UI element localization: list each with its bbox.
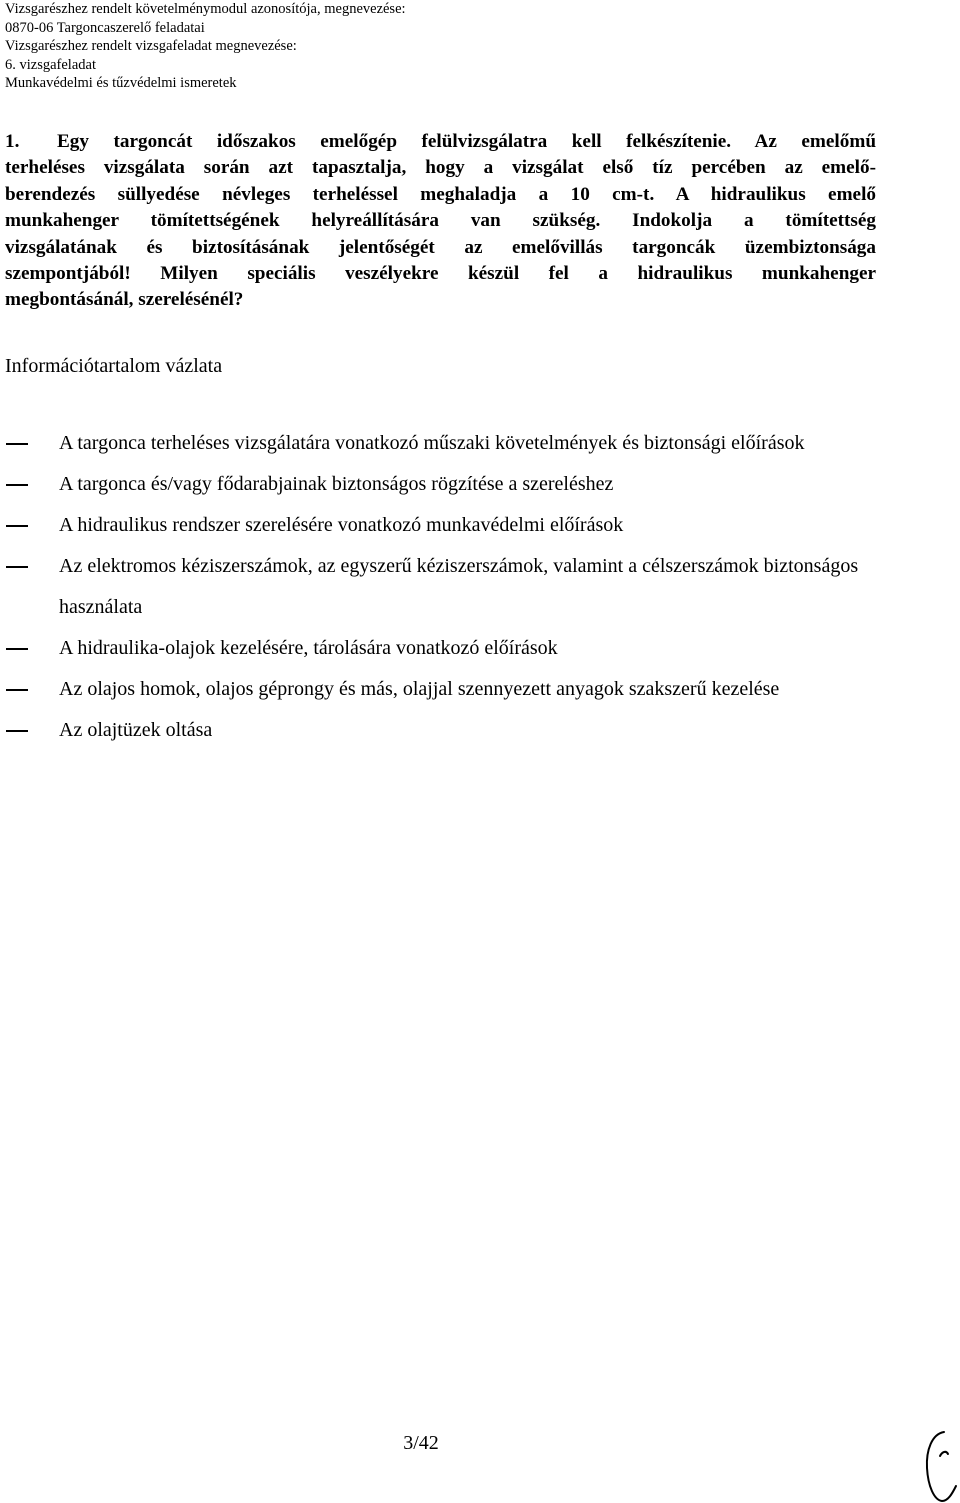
list-item <box>0 505 960 546</box>
header-line: Munkavédelmi és tűzvédelmi ismeretek <box>5 75 237 92</box>
header-line: 6. vizsgafeladat <box>5 56 96 73</box>
task-question <box>5 129 876 314</box>
question-line: terheléses vizsgálata során azt tapasztalja, hogy a vizsgálat első tíz percében az emelő- <box>5 157 876 179</box>
list-item <box>0 669 960 710</box>
list-item-text: A hidraulika-olajok kezelésére, tárolására vonatkozó előírások <box>59 637 558 659</box>
list-item <box>0 464 960 505</box>
dash-bullet-icon <box>6 443 28 445</box>
list-item-text: A targonca és/vagy fődarabjainak biztonságos rögzítése a szereléshez <box>59 473 614 495</box>
list-item <box>0 628 960 669</box>
question-line: berendezés süllyedése névleges terheléssel meghaladja a 10 cm-t. A hidraulikus emelő <box>5 183 876 205</box>
list-item <box>0 423 960 464</box>
question-text: Egy targoncát időszakos emelőgép felülvizsgálatra kell felkészítenie. Az emelőmű <box>57 131 876 152</box>
list-item <box>0 546 960 628</box>
header-line: 0870-06 Targoncaszerelő feladatai <box>5 19 205 36</box>
info-outline-list <box>0 423 960 751</box>
dash-bullet-icon <box>6 730 28 732</box>
page-number: 3/42 <box>403 1432 439 1454</box>
dash-bullet-icon <box>6 566 28 568</box>
header-line: Vizsgarészhez rendelt vizsgafeladat megnevezése: <box>5 38 297 55</box>
question-line: szempontjából! Milyen speciális veszélyekre készül fel a hidraulikus munkahenger <box>5 262 876 284</box>
list-item-text: Az olajtüzek oltása <box>59 719 213 741</box>
question-line: vizsgálatának és biztosításának jelentőségét az emelővillás targoncák üzembiztonsága <box>5 236 876 258</box>
header-line: Vizsgarészhez rendelt követelménymodul azonosítója, megnevezése: <box>5 1 406 17</box>
dash-bullet-icon <box>6 525 28 527</box>
question-line <box>5 129 876 155</box>
document-header <box>5 0 406 93</box>
dash-bullet-icon <box>6 689 28 691</box>
list-item-text: Az olajos homok, olajos géprongy és más, olajjal szennyezett anyagok szakszerű kezelése <box>59 678 780 700</box>
question-line: megbontásánál, szerelésénél? <box>5 289 244 311</box>
list-item-text: A targonca terheléses vizsgálatára vonatkozó műszaki követelmények és biztonsági előírások <box>59 432 805 454</box>
dash-bullet-icon <box>6 648 28 650</box>
list-item <box>0 710 960 751</box>
dash-bullet-icon <box>6 484 28 486</box>
list-item-text: A hidraulikus rendszer szerelésére vonatkozó munkavédelmi előírások <box>59 514 624 536</box>
question-line: munkahenger tömítettségének helyreállítására van szükség. Indokolja a tömítettség <box>5 210 876 232</box>
info-outline-title: Információtartalom vázlata <box>5 355 223 377</box>
signature-mark <box>918 1428 960 1503</box>
list-item-text: Az elektromos kéziszerszámok, az egyszerű kéziszerszámok, valamint a célszerszámok biztonságos használata <box>59 555 859 618</box>
question-number: 1. <box>5 131 20 152</box>
